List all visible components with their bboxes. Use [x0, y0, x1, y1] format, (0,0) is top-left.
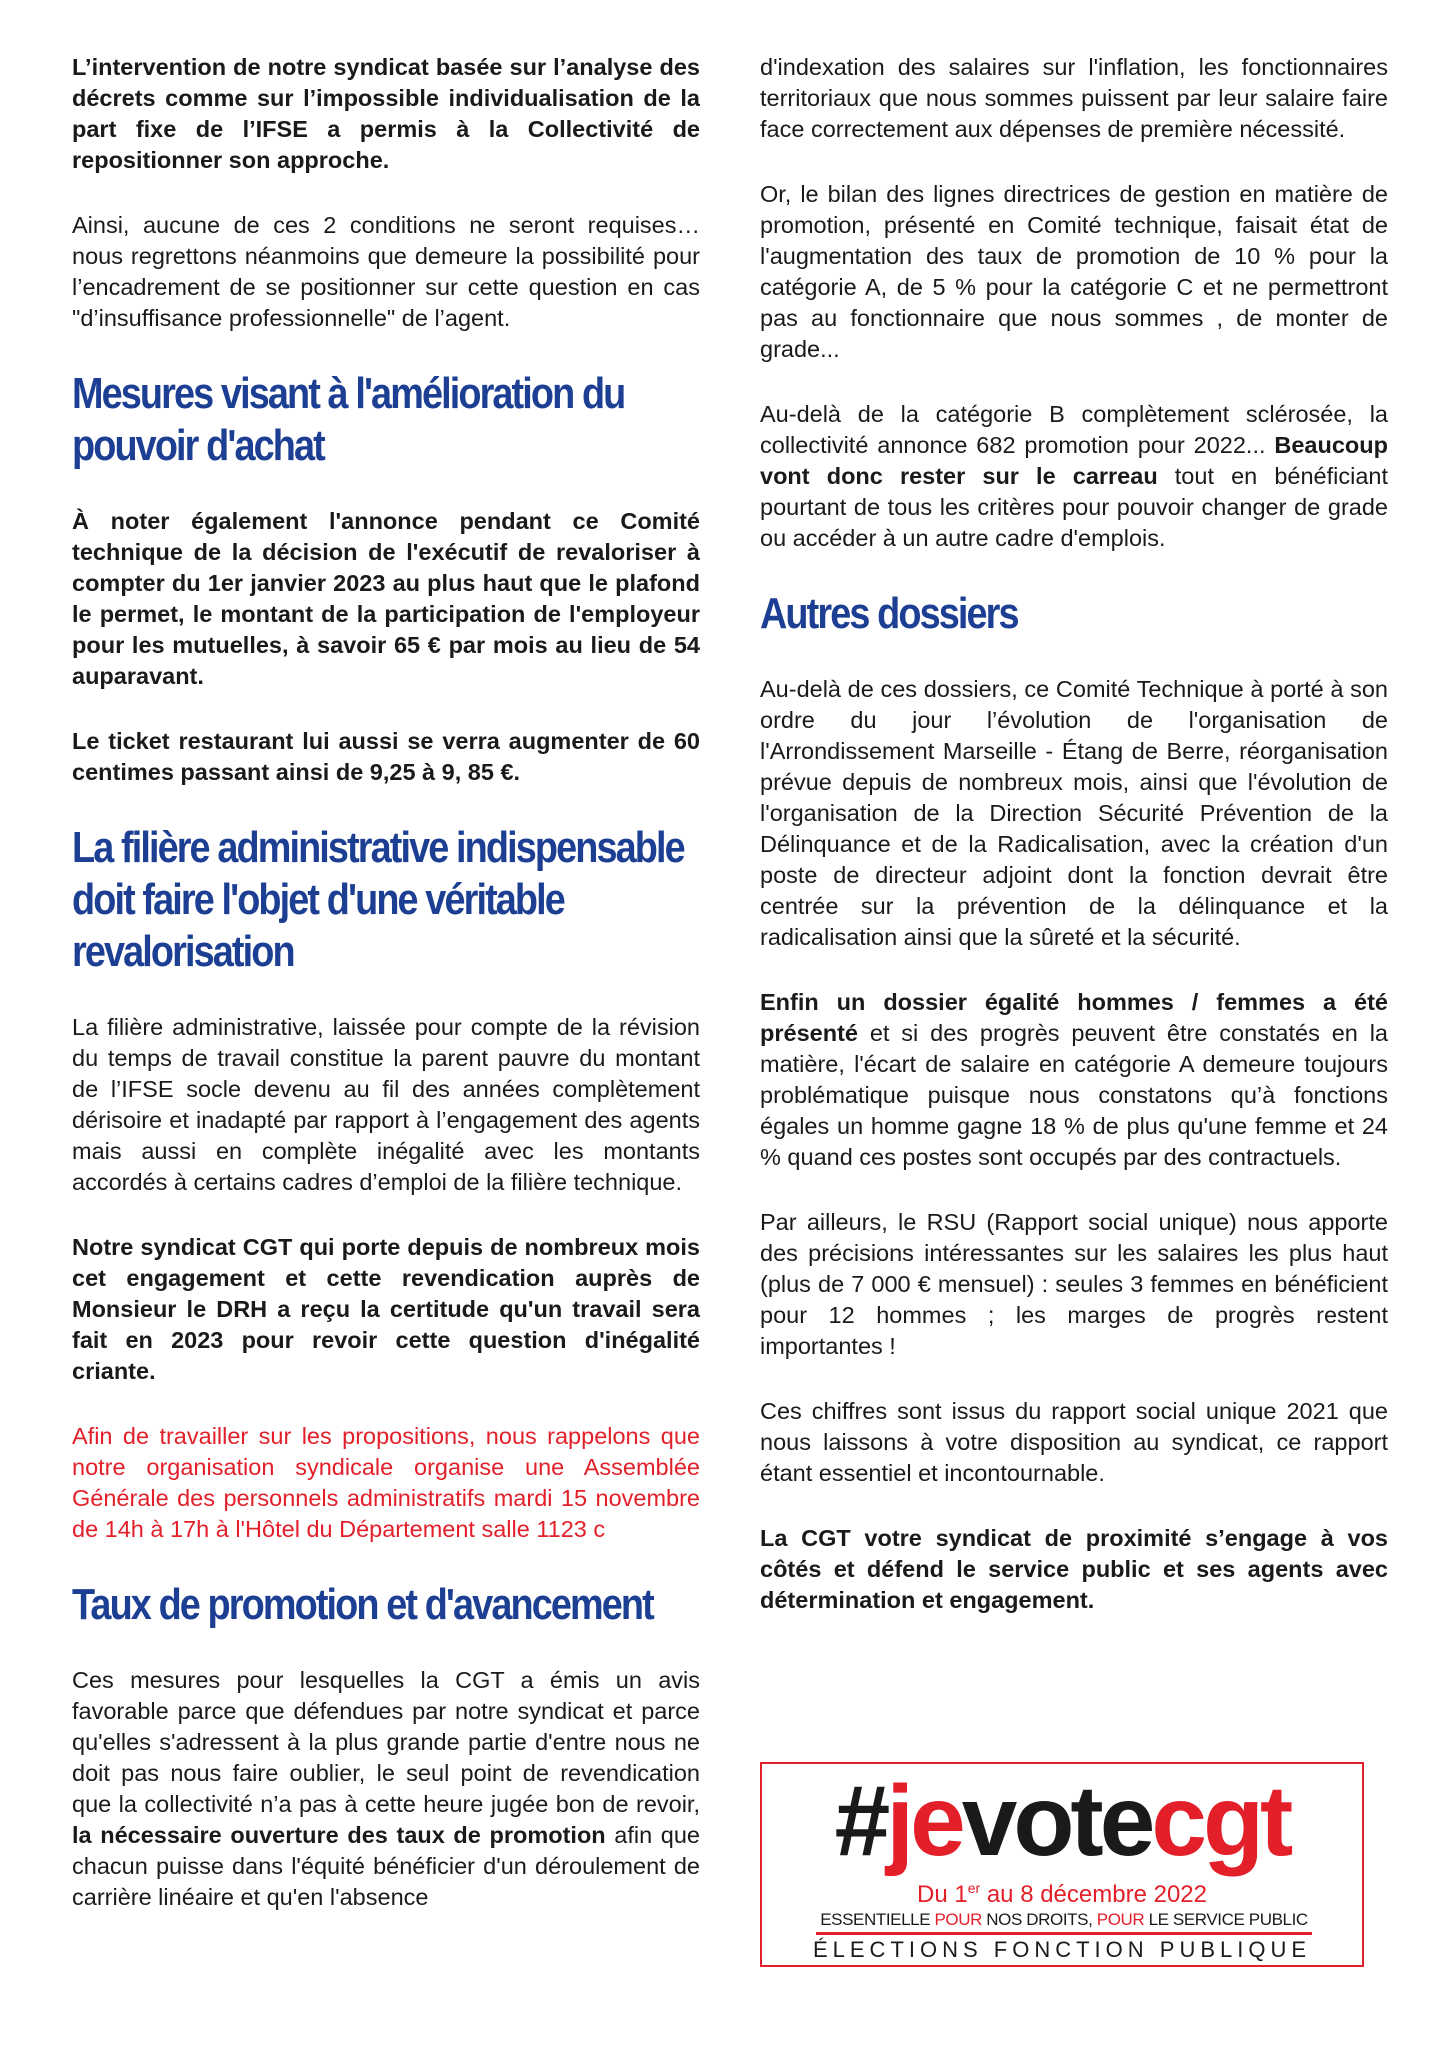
tagline-part-4: POUR — [1096, 1910, 1145, 1929]
egalite-text-bold: Enfin un dossier égalité hommes / femmes a été présenté — [760, 989, 1388, 1046]
heading-pouvoir-achat: Mesures visant à l'amélioration du pouvoir d'achat — [72, 369, 625, 470]
indexation-paragraph: d'indexation des salaires sur l'inflation, les fonctionnaires territoriaux que nous sommes puissent par leur salaire faire face correctement aux dépenses de première nécessité. — [760, 54, 1388, 142]
rapport-paragraph: Ces chiffres sont issus du rapport social unique 2021 que nous laissons à votre disposition au syndicat, ce rapport étant essentiel et incontournable. — [760, 1398, 1388, 1486]
categorie-b-text-c: tout en bénéficiant pourtant de tous les critères pour pouvoir changer de grade ou accéder à un autre cadre d'emplois. — [760, 463, 1388, 551]
categorie-b-text-a: Au-delà de la catégorie B complètement sclérosée, la collectivité annonce 682 promotion pour 2022... — [760, 401, 1388, 458]
hashtag-je: je — [886, 1765, 962, 1877]
tagline-part-5: LE SERVICE PUBLIC — [1144, 1910, 1308, 1929]
hashtag-cgt: cgt — [1151, 1765, 1290, 1877]
taux-text-bold: la nécessaire ouverture des taux de promotion — [72, 1822, 606, 1848]
campaign-tagline — [816, 1910, 1312, 1935]
taux-paragraph — [72, 1665, 700, 1913]
conditions-paragraph: Ainsi, aucune de ces 2 conditions ne seront requises… nous regrettons néanmoins que demeure la possibilité pour l’encadrement de se positionner sur cette question en cas "d’insuffisance professionnelle" de l’agent. — [72, 212, 700, 331]
rsu-paragraph: Par ailleurs, le RSU (Rapport social unique) nous apporte des précisions intéressantes sur les salaires les plus haut (plus de 7 000 € mensuel) : seules 3 femmes en bénéficient pour 12 hommes ; les marges de progrès restent importantes ! — [760, 1209, 1388, 1359]
dates-prefix: Du 1 — [917, 1881, 968, 1908]
intro-paragraph: L’intervention de notre syndicat basée sur l’analyse des décrets comme sur l’impossible individualisation de la part fixe de l’IFSE a permis à la Collectivité de repositionner son approche. — [72, 54, 700, 173]
egalite-paragraph — [760, 987, 1388, 1173]
assemblee-generale-paragraph: Afin de travailler sur les propositions, nous rappelons que notre organisation syndicale organise une Assemblée Générale des personnels administratifs mardi 15 novembre de 14h à 17h à l'Hôtel du Département salle 1123 c — [72, 1423, 700, 1542]
categorie-b-text-bold: Beaucoup vont donc rester sur le carreau — [760, 432, 1388, 489]
heading-taux-promotion: Taux de promotion et d'avancement — [72, 1580, 653, 1629]
taux-text-c: afin que chacun puisse dans l'équité bénéficier d'un déroulement de carrière linéaire et qu'en l'absence — [72, 1822, 700, 1910]
egalite-text-rest: et si des progrès peuvent être constatés en la matière, l'écart de salaire en catégorie A demeure toujours problématique puisque nous constatons qu’à fonctions égales un homme gagne 18 % de plus qu'une femme et 24 % quand ces postes sont occupés par des contractuels. — [760, 1020, 1388, 1170]
elections-fonction-publique: ÉLECTIONS FONCTION PUBLIQUE — [812, 1937, 1312, 1962]
left-column — [72, 52, 700, 1947]
drh-paragraph: Notre syndicat CGT qui porte depuis de nombreux mois cet engagement et cette revendication auprès de Monsieur le DRH a reçu la certitude qu'un travail sera fait en 2023 pour revoir cette question d'inégalité criante. — [72, 1234, 700, 1384]
dates-suffix: au 8 décembre 2022 — [980, 1881, 1207, 1908]
election-dates — [762, 1874, 1362, 1909]
heading-autres-dossiers: Autres dossiers — [760, 589, 1018, 638]
autres-dossiers-paragraph: Au-delà de ces dossiers, ce Comité Technique à porté à son ordre du jour l’évolution de l'organisation de l'Arrondissement Marseille - Étang de Berre, réorganisation prévue depuis de nombreux mois, ainsi que l'évolution de l'organisation de la Direction Sécurité Prévention de la Délinquance et de la Radicalisation, avec la création d'un poste de directeur adjoint dont la fonction devrait être centrée sur la prévention de la délinquance et la radicalisation ainsi que la sûreté et la sécurité. — [760, 676, 1388, 950]
closing-statement: La CGT votre syndicat de proximité s’engage à vos côtés et défend le service public et ses agents avec détermination et engagement. — [760, 1525, 1388, 1613]
mutuelles-paragraph: À noter également l'annonce pendant ce Comité technique de la décision de l'exécutif de revaloriser à compter du 1er janvier 2023 au plus haut que le plafond le permet, le montant de la participation de l'employeur pour les mutuelles, à savoir 65 € par mois au lieu de 54 auparavant. — [72, 508, 700, 689]
dates-superscript: er — [967, 1880, 981, 1896]
ticket-restaurant-paragraph: Le ticket restaurant lui aussi se verra augmenter de 60 centimes passant ainsi de 9,25 à 9, 85 €. — [72, 728, 700, 785]
jevotecgt-hashtag — [762, 1766, 1362, 1876]
taux-text-a: Ces mesures pour lesquelles la CGT a émis un avis favorable parce que défendues par notre syndicat et parce qu'elles s'adressent à la plus grande partie d'entre nous ne doit pas nous faire oublier, le seul point de revendication que la collectivité n’a pas à cette heure jugée bon de revoir, — [72, 1667, 700, 1817]
heading-filiere-administrative: La filière administrative indispensable doit faire l'objet d'une véritable revalorisation — [72, 823, 684, 976]
categorie-b-paragraph — [760, 399, 1388, 554]
hashtag-vote: vote — [961, 1765, 1152, 1877]
tagline-part-1: ESSENTIELLE — [820, 1910, 935, 1929]
tagline-part-3: NOS DROITS, — [981, 1910, 1097, 1929]
filiere-paragraph: La filière administrative, laissée pour compte de la révision du temps de travail constitue la parent pauvre du montant de l’IFSE socle devenu au fil des années complètement dérisoire et inadapté par rapport à l’engagement des agents mais aussi en complète inégalité avec les montants accordés à certains cadres d’emploi de la filière technique. — [72, 1014, 700, 1195]
jevotecgt-banner — [760, 1762, 1364, 1967]
right-column — [760, 52, 1388, 1650]
hashtag-symbol: # — [834, 1765, 887, 1877]
tagline-part-2: POUR — [934, 1910, 982, 1929]
lignes-directrices-paragraph: Or, le bilan des lignes directrices de gestion en matière de promotion, présenté en Comité technique, faisait état de l'augmentation des taux de promotion de 10 % pour la catégorie A, de 5 % pour la catégorie C et ne permettront pas au fonctionnaire que nous sommes , de monter de grade... — [760, 181, 1388, 362]
